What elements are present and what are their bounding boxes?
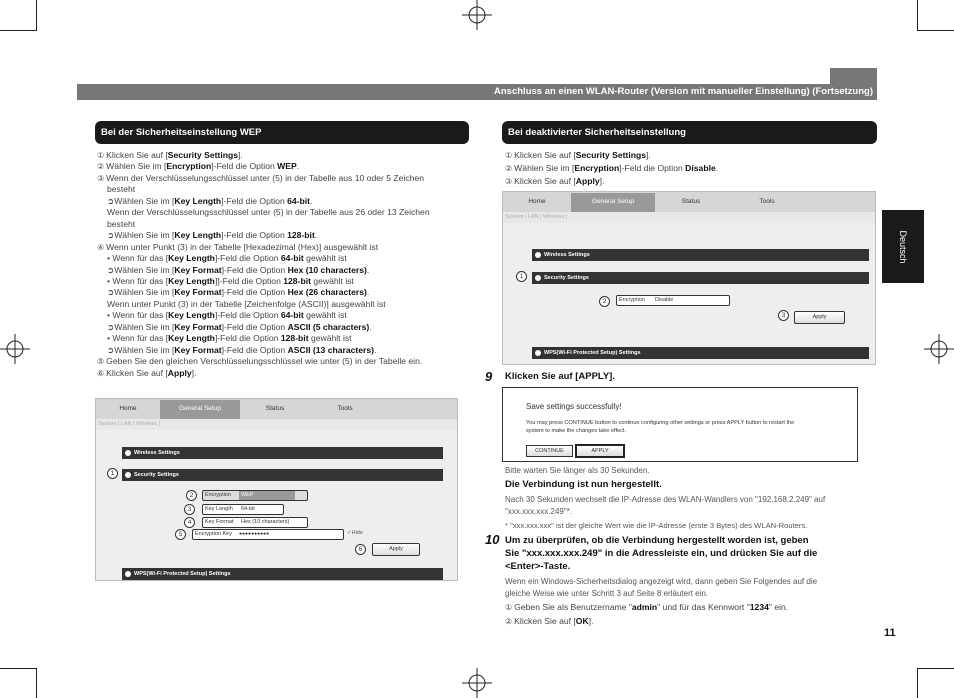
crop-mark bbox=[0, 668, 37, 669]
instruction-line: ② Wählen Sie im [Encryption]-Feld die Option Disable. bbox=[505, 163, 719, 173]
registration-mark bbox=[462, 668, 492, 698]
crop-mark bbox=[0, 30, 37, 31]
instruction-line: besteht bbox=[107, 218, 136, 229]
step-9-title: Klicken Sie auf [APPLY]. bbox=[505, 371, 615, 382]
crop-mark bbox=[917, 668, 954, 669]
registration-mark bbox=[0, 334, 30, 364]
marker-2: 2 bbox=[186, 490, 197, 501]
wps-settings-bar[interactable]: WPS(Wi-Fi Protected Setup) Settings bbox=[122, 568, 443, 580]
wait-note: Bitte warten Sie länger als 30 Sekunden. bbox=[505, 466, 650, 475]
instruction-line: besteht bbox=[107, 184, 136, 195]
router-subnav: System | LAN | Wireless | bbox=[96, 419, 457, 430]
encryption-select[interactable]: Encryption WEP bbox=[202, 490, 308, 501]
instruction-line: ➲Wählen Sie im [Key Length]-Feld die Option 128-bit. bbox=[107, 230, 318, 241]
router-screenshot-wep bbox=[95, 398, 458, 581]
instruction-line: ③ Klicken Sie auf [Apply]. bbox=[505, 176, 605, 186]
marker-6: 6 bbox=[355, 544, 366, 555]
tab-tools[interactable]: Tools bbox=[759, 198, 775, 205]
security-settings-bar[interactable]: Security Settings bbox=[532, 272, 869, 284]
hide-checkbox[interactable]: ✓Hide bbox=[347, 530, 363, 536]
username-instruction: ① Geben Sie als Benutzername "admin" und für das Kennwort "1234" ein. bbox=[505, 602, 789, 612]
registration-mark bbox=[924, 334, 954, 364]
instruction-line: ➲Wählen Sie im [Key Format]-Feld die Option Hex (26 characters). bbox=[107, 287, 370, 298]
crop-mark bbox=[917, 668, 918, 698]
key-length-select[interactable]: Key Length 64-bit bbox=[202, 504, 284, 515]
instruction-line: ⑤ Geben Sie den gleichen Verschlüsselungsschlüssel wie unter (5) in der Tabelle ein. bbox=[97, 356, 423, 367]
encryption-key-input[interactable]: Encryption Key ●●●●●●●●●● bbox=[192, 529, 344, 540]
instruction-line: ➲Wählen Sie im [Key Format]-Feld die Option ASCII (13 characters). bbox=[107, 344, 377, 355]
instruction-line: ① Klicken Sie auf [Security Settings]. bbox=[505, 150, 651, 160]
crop-mark bbox=[36, 0, 37, 30]
tab-home[interactable]: Home bbox=[528, 198, 546, 205]
marker-3: 3 bbox=[778, 310, 789, 321]
connection-text-2: "xxx.xxx.xxx.249"*. bbox=[505, 507, 573, 516]
instruction-line: • Wenn für das [Key Length]-Feld die Option 64-bit gewählt ist bbox=[107, 253, 347, 264]
marker-1: 1 bbox=[107, 468, 118, 479]
instruction-line: ➲Wählen Sie im [Key Length]-Feld die Option 64-bit. bbox=[107, 195, 313, 206]
router-tabs bbox=[503, 192, 875, 212]
header-tab bbox=[830, 68, 877, 85]
marker-2: 2 bbox=[599, 296, 610, 307]
section-title-disabled: Bei deaktivierter Sicherheitseinstellung bbox=[502, 121, 877, 144]
instruction-line: • Wenn für das [Key Length]-Feld die Option 64-bit gewählt ist bbox=[107, 310, 347, 321]
tab-general-setup[interactable]: General Setup bbox=[571, 193, 655, 212]
windows-note-2: gleiche Weise wie unter Schritt 3 auf Seite 8 erläutert ein. bbox=[505, 589, 709, 598]
apply-button[interactable]: Apply bbox=[794, 311, 845, 324]
ok-instruction: ② Klicken Sie auf [OK]. bbox=[505, 616, 594, 626]
router-screenshot-disable bbox=[502, 191, 876, 365]
tab-home[interactable]: Home bbox=[119, 405, 137, 412]
instruction-line: Wenn der Verschlüsselungsschlüssel unter (5) in der Tabelle aus 26 oder 13 Zeichen bbox=[107, 207, 430, 218]
step-number-10: 10 bbox=[485, 532, 500, 547]
tab-status[interactable]: Status bbox=[265, 405, 285, 412]
instruction-line: ④ Wenn unter Punkt (3) in der Tabelle [Hexadezimal (Hex)] ausgewählt ist bbox=[97, 241, 379, 252]
marker-5: 5 bbox=[175, 529, 186, 540]
encryption-select[interactable]: Encryption Disable bbox=[616, 295, 730, 306]
marker-3: 3 bbox=[184, 504, 195, 515]
continue-button[interactable]: CONTINUE bbox=[526, 445, 573, 457]
instruction-line: ➲Wählen Sie im [Key Format]-Feld die Option ASCII (5 characters). bbox=[107, 321, 372, 332]
instruction-line: ➲Wählen Sie im [Key Format]-Feld die Option Hex (10 characters). bbox=[107, 264, 370, 275]
instruction-line: • Wenn für das [Key Length]]-Feld die Option 128-bit gewählt ist bbox=[107, 275, 354, 286]
step-number-9: 9 bbox=[485, 369, 493, 384]
instruction-line: ② Wählen Sie im [Encryption]-Feld die Option WEP. bbox=[97, 161, 300, 172]
page-header: Anschluss an einen WLAN-Router (Version mit manueller Einstellung) (Fortsetzung) bbox=[77, 84, 877, 100]
connection-text-1: Nach 30 Sekunden wechselt die IP-Adresse des WLAN-Wandlers von "192.168.2.249" auf bbox=[505, 495, 826, 504]
page-number: 11 bbox=[884, 627, 896, 639]
marker-4: 4 bbox=[184, 517, 195, 528]
save-dialog bbox=[502, 387, 858, 462]
router-tabs bbox=[96, 399, 457, 419]
key-format-select[interactable]: Key Format Hex (10 characters) bbox=[202, 517, 308, 528]
wps-settings-bar[interactable]: WPS(Wi-Fi Protected Setup) Settings bbox=[532, 347, 869, 359]
dialog-text-1: You may press CONTINUE button to continue configuring other settings or press APPLY button to restart the bbox=[526, 420, 795, 426]
instruction-line: ③ Wenn der Verschlüsselungsschlüssel unter (5) in der Tabelle aus 10 oder 5 Zeichen bbox=[97, 172, 425, 183]
section-title-wep: Bei der Sicherheitseinstellung WEP bbox=[95, 121, 469, 144]
footnote: * "xxx.xxx.xxx" ist der gleiche Wert wie die IP-Adresse (erste 3 Bytes) des WLAN-Routers. bbox=[505, 521, 808, 530]
tab-status[interactable]: Status bbox=[681, 198, 701, 205]
instruction-line: Wenn unter Punkt (3) in der Tabelle [Zeichenfolge (ASCII)] ausgewählt ist bbox=[107, 298, 386, 309]
instruction-line: • Wenn für das [Key Length]-Feld die Option 128-bit gewählt ist bbox=[107, 333, 352, 344]
crop-mark bbox=[36, 668, 37, 698]
tab-general-setup[interactable]: General Setup bbox=[160, 400, 240, 419]
crop-mark bbox=[917, 30, 954, 31]
step-10-line-3: <Enter>-Taste. bbox=[505, 561, 571, 572]
windows-note-1: Wenn ein Windows-Sicherheitsdialog angezeigt wird, dann geben Sie Folgendes auf die bbox=[505, 577, 818, 586]
wireless-settings-bar[interactable]: Wireless Settings bbox=[532, 249, 869, 261]
instruction-line: ① Klicken Sie auf [Security Settings]. bbox=[97, 150, 243, 160]
wireless-settings-bar[interactable]: Wireless Settings bbox=[122, 447, 443, 459]
marker-1: 1 bbox=[516, 271, 527, 282]
dialog-apply-button[interactable]: APPLY bbox=[575, 444, 625, 458]
crop-mark bbox=[917, 0, 918, 30]
step-10-line-2: Sie "xxx.xxx.xxx.249" in die Adressleiste ein, und drücken Sie auf die bbox=[505, 548, 818, 559]
router-subnav: System | LAN | Wireless | bbox=[503, 212, 875, 223]
apply-button[interactable]: Apply bbox=[372, 543, 420, 556]
language-tab: Deutsch bbox=[882, 210, 924, 283]
dialog-text-2: system to make the changes take effect. bbox=[526, 428, 627, 434]
registration-mark bbox=[462, 0, 492, 30]
step-10-line-1: Um zu überprüfen, ob die Verbindung hergestellt worden ist, geben bbox=[505, 535, 809, 546]
tab-tools[interactable]: Tools bbox=[337, 405, 353, 412]
connection-heading: Die Verbindung ist nun hergestellt. bbox=[505, 479, 662, 490]
dialog-title: Save settings successfully! bbox=[526, 402, 622, 411]
security-settings-bar[interactable]: Security Settings bbox=[122, 469, 443, 481]
instruction-line: ⑥ Klicken Sie auf [Apply]. bbox=[97, 367, 197, 378]
